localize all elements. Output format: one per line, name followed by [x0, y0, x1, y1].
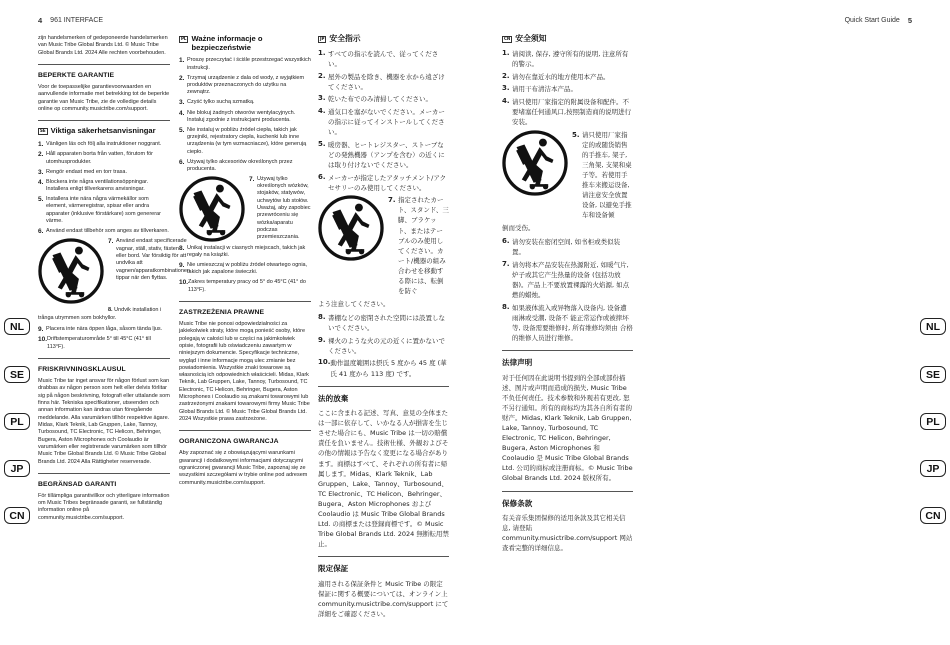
section-divider [38, 358, 170, 359]
se-safety-item [38, 169, 170, 177]
language-tab-nl-right: NL [920, 318, 946, 335]
item-text: 请勿在靠近水的地方使用本产品。 [512, 72, 610, 81]
item-text: Använd endast tillbehör som anges av tillverkaren. [46, 228, 169, 234]
cn-safety-list-cont [502, 237, 633, 343]
language-tab-cn-right: CN [920, 507, 946, 524]
jp-safety-item [318, 94, 449, 104]
left-page-header [38, 16, 103, 25]
right-page-title: Quick Start Guide [844, 17, 900, 24]
nl-warranty-title: BEPERKTE GARANTIE [38, 71, 115, 79]
item-text: Czyść tylko suchą szmatką. [187, 99, 255, 106]
item-number: 8. [502, 302, 510, 311]
item-text: 通気口を塞がないでください。メーカーの指示に従ってインストールしてください。 [328, 108, 445, 137]
cn-safety-item [502, 237, 633, 257]
item-text: 書棚などの密閉された空間には設置しないでください。 [328, 314, 445, 333]
nl-warranty-text: Voor de toepasselijke garantievoorwaarden en aanvullende informatie met betrekking tot de beperkte garantie van Music Tribe, zie de volledige details online op community.musictribe.com/support. [38, 83, 170, 112]
item-text: 请阅读, 保存, 遵守所有的说明, 注意所有的警示。 [512, 49, 629, 69]
jp-safety-title: 安全指示 [329, 34, 361, 43]
item-number: 6. [502, 237, 510, 246]
item-number: 2. [502, 71, 510, 80]
cn-legal-title: 法律声明 [502, 358, 533, 368]
pl-warranty-text: Aby zapoznać się z obowiązującymi warunkami gwarancji i dodatkowymi informacjami dotyczącymi ograniczonej gwarancji Music Tribe, zapoznaj się ze wszystkimi szczegółami w trybie online pod adresem community.musictribe.com/support. [179, 450, 308, 486]
item-number: 1. [318, 48, 326, 57]
column-pl [179, 35, 311, 491]
cn-item-5-cont: 倒而受伤。 [502, 224, 535, 233]
column-nl-se [38, 35, 191, 526]
item-text: Unikaj instalacji w ciasnych miejscach, takich jak regały na książki. [187, 244, 306, 259]
jp-safety-list-cont [318, 313, 449, 379]
item-text: Blockera inte några ventilationsöppningar. Installera enligt tillverkarens anvisningar. [46, 178, 149, 193]
pl-safety-item [179, 262, 311, 277]
section-divider [318, 386, 449, 387]
pl-safety-item [179, 279, 311, 294]
item-number: 7. [502, 260, 510, 269]
cart-warning-icon [179, 176, 245, 242]
se-safety-item [38, 228, 170, 236]
item-number: 5. [318, 139, 326, 148]
pl-safety-item [179, 57, 311, 72]
left-page-number: 4 [38, 16, 43, 25]
item-number: 2. [179, 74, 185, 82]
cn-flag-icon: CN [504, 36, 511, 41]
pl-safety-item [179, 245, 311, 260]
pl-safety-list-cont [179, 245, 311, 294]
se-safety-item [38, 141, 170, 149]
se-safety-heading [38, 127, 170, 136]
item-number: 1. [179, 57, 185, 65]
cn-safety-item [502, 303, 633, 343]
item-number: 5. [38, 196, 44, 204]
pl-warranty-title: OGRANICZONA GWARANCJA [179, 438, 279, 446]
column-jp [318, 35, 449, 623]
cn-legal-text: 对于任何因在此说明书提到的全部或部份描述、图片或声明而造成的损失, Music Tribe 不负任何责任。技术参数和外观若有更改, 恕不另行通知。所有的商标均为其各自所有者的财产。Midas, Klark Teknik, Lab Gruppen, Lake, Tannoy, Turbosound, TC Electronic, TC Helicon, Behringer, Bugera, Aston Microphones 和 Coolaudio 是 Music Tribe Global Brands Ltd. 公司的商标或注册商标。© Music Tribe Global Brands Ltd. 2024 版权所有。 [502, 373, 633, 483]
item-number: 4. [38, 178, 44, 186]
se-disclaimer-text: Music Tribe tar inget ansvar för någon förlust som kan drabbas av någon person som helt eller delvis förlitar sig på någon beskrivning, fotografi eller uttalande som finns här. Tekniska specifikationer, utseenden och annan information kan ändras utan föregående meddelande. Alla varumärken tillhör respektive ägare. Midas, Klark Teknik, Lab Gruppen, Lake, Tannoy, Turbosound, TC Electronic, TC Helicon, Behringer, Bugera, Aston Microphones och Coolaudio är varumärken eller registrerade varumärken som tillhör Music Tribe Global Brands Ltd. © Music Tribe Global Brands Ltd. 2024 Alla Rättigheter reserverade. [38, 378, 170, 465]
cn-safety-list [502, 49, 633, 127]
item-text: 请用干布清洁本产品。 [512, 85, 577, 94]
item-text: 请只使用厂家指定的附属设备和配件。不要堵塞任何通风口,按照制造商的说明进行安装。 [512, 97, 632, 127]
item-number: 2. [318, 71, 326, 80]
jp-safety-item [318, 336, 449, 356]
jp-legal-title: 法的放棄 [318, 393, 349, 403]
pl-safety-item [179, 75, 311, 97]
se-safety-item [38, 196, 170, 225]
item-text: 屋外の製品を除き、機器を水から遠ざけてください。 [328, 72, 445, 91]
item-text: Rengör endast med en torr trasa. [46, 168, 128, 175]
item-number: 3. [318, 94, 326, 103]
item-text: Placera inte nära öppen låga, såsom tända ljus. [46, 326, 163, 333]
cn-safety-item [502, 84, 633, 94]
pl-safety-item [179, 159, 311, 174]
pl-safety-item [179, 127, 311, 156]
item-number: 6. [318, 172, 326, 181]
jp-safety-item [318, 358, 449, 378]
se-item-7: 7. Använd endast specificerade vagnar, ställ, stativ, fästen eller bord. Var försiktig för att undvika att vagnen/apparatkombinationen tippar när den flyttas. [108, 238, 191, 281]
item-text: 暖房器、ヒートレジスター、ストーブなどの発熱機器（アンプを含む）の近くには取り付けないでください。 [328, 140, 445, 169]
jp-cart-block [318, 195, 449, 296]
jp-safety-item [318, 313, 449, 333]
cn-safety-item [502, 260, 633, 300]
pl-cart-block [179, 176, 311, 242]
cn-safety-heading [502, 35, 633, 44]
item-number: 9. [38, 326, 44, 334]
section-divider [502, 350, 633, 351]
jp-item-7: 7. 指定されたカート、スタンド、三脚、ブラケット、またはテーブルのみ使用してください。カート/機器の組み合わせを移動する際には、転倒を防ぐ [388, 196, 449, 295]
item-text: Driftstemperaturområde 5° till 45°C (41° till 113°F). [47, 336, 151, 350]
item-number: 10. [318, 358, 331, 367]
jp-safety-item [318, 107, 449, 137]
cart-warning-icon [318, 195, 384, 261]
item-number: 9. [318, 335, 326, 344]
item-number: 8. [318, 313, 326, 322]
left-page-title: 961 INTERFACE [50, 17, 104, 24]
pl-rights-title: ZASTRZEŻENIA PRAWNE [179, 308, 265, 316]
item-text: すべての指示を読んで、従ってください。 [328, 49, 439, 69]
cn-item-5: 5. 请只使用厂家指定的或随货销售的手推车, 架子, 三角架, 支架和桌子等。若使用手推车来搬运设备, 请注意安全放置设备, 以避免手推车和设备倾 [572, 130, 632, 220]
language-tab-jp-right: JP [920, 460, 946, 477]
jp-warranty-title: 限定保証 [318, 564, 349, 574]
cn-safety-item [502, 49, 633, 69]
se-item-8-line: 8. Undvik installation i [108, 307, 162, 314]
item-number: 4. [318, 107, 326, 116]
item-number: 8. [179, 244, 185, 252]
se-flag-icon: SE [40, 128, 46, 134]
se-disclaimer-title: FRISKRIVNINGSKLAUSUL [38, 366, 126, 374]
item-number: 2. [38, 151, 44, 159]
se-safety-list-cont [38, 326, 170, 351]
cn-warranty-title: 保修条款 [502, 498, 533, 508]
pl-safety-heading [179, 35, 311, 52]
jp-safety-item [318, 49, 449, 69]
item-text: Nie blokuj żadnych otworów wentylacyjnych. Instaluj zgodnie z instrukcjami producenta. [187, 109, 296, 123]
item-text: 请勿将本产品安装在热源附近, 如暖气片, 炉子或其它产生热量的设备 (包括功放器)。产品上不要放置裸露的火焰源, 如点燃的蜡烛。 [512, 261, 630, 300]
jp-safety-heading [318, 35, 449, 44]
pl-item-7: 7. Używaj tylko określonych wózków, stojaków, statywów, uchwytów lub stołów. Uważaj, aby zapobiec przewróceniu się wózka/aparatu podczas przemieszczania. [249, 175, 311, 241]
item-text: Vänligen läs och följ alla instruktioner noggrant. [46, 140, 162, 147]
section-divider [38, 64, 170, 65]
section-divider [318, 556, 449, 557]
item-number: 4. [502, 96, 510, 105]
jp-flag-icon: JP [320, 36, 325, 41]
item-text: Trzymaj urządzenie z dala od wody, z wyjątkiem produktów przeznaczonych do użytku na zewnątrz. [187, 74, 305, 96]
pl-rights-text: Music Tribe nie ponosi odpowiedzialności za jakiekolwiek straty, które mogą ponieść osoby, które polegają w całości lub w części na jakimkolwiek opisie, fotografii lub oświadczeniu zawartym w niniejszym dokumencie. Specyfikacje techniczne, wygląd i inne informacje mogą ulec zmianie bez powiadomienia. Wszystkie znaki towarowe są własnością ich odpowiednich właścicieli. Midas, Klark Teknik, Lab Gruppen, Lake, Tannoy, Turbosound, TC Electronic, TC Helicon, Behringer, Bugera, Aston Microphones i Coolaudio są znakami towarowymi lub zastrzeżonymi znakami towarowymi firmy Music Tribe Global Brands Ltd. © Music Tribe Global Brands Ltd. 2024 Wszystkie prawa zastrzeżone. [179, 320, 310, 423]
pl-safety-title: Ważne informacje o bezpieczeństwie [191, 34, 263, 52]
item-text: Nie umieszczaj w pobliżu źródeł otwartego ognia, takich jak zapalone świeczki. [187, 262, 308, 276]
section-divider [502, 491, 633, 492]
cart-warning-icon [38, 238, 104, 304]
jp-legal-text: ここに含まれる記述、写真、意見の全体または一部に依存して、いかなる人が損害を生じさせた場合にも、Music Tribe は一切の賠償責任を負いません。技術仕様、外観およびその他の情報は予告なく変更になる場合があります。商標はすべて、それぞれの所有者に帰属します。Midas、Klark Teknik、Lab Gruppen、Lake、Tannoy、Turbosound、TC Electronic、TC Helicon、Behringer、Bugera、Aston Microphones および Coolaudio は Music Tribe Global Brands Ltd. の商標または登録商標です。© Music Tribe Global Brands Ltd. 2024 無断転用禁止。 [318, 409, 449, 549]
item-number: 1. [502, 48, 510, 57]
item-text: Używaj tylko akcesoriów określonych przez producenta. [187, 158, 293, 172]
se-warranty-text: För tillämpliga garantivillkor och ytterligare information om Music Tribes begränsade garanti, se fullständig information online på community.musictribe.com/support. [38, 492, 170, 521]
se-warranty-title: BEGRÄNSAD GARANTI [38, 480, 117, 488]
right-page-header [845, 16, 912, 25]
se-item-8-cont: trånga utrymmen som bokhyllor. [38, 314, 117, 321]
cn-warranty-text: 有关音乐集团保修的适用条款及其它相关信息, 请登陆 community.musictribe.com/support 网站查看完整的详细信息。 [502, 514, 633, 553]
cn-safety-item [502, 97, 633, 127]
item-number: 6. [38, 228, 44, 235]
item-text: メーカーが指定したアタッチメント/アクセサリーのみ使用してください。 [328, 173, 447, 192]
item-text: 请勿安装在密闭空间, 如书柜或类似装置。 [512, 238, 621, 257]
se-safety-title: Viktiga säkerhetsanvisningar [50, 126, 156, 136]
jp-safety-item [318, 140, 449, 170]
item-number: 5. [179, 126, 185, 134]
jp-safety-list [318, 49, 449, 193]
pl-safety-item [179, 99, 311, 107]
cn-safety-item [502, 72, 633, 82]
item-text: Nie instaluj w pobliżu źródeł ciepła, takich jak grzejniki, rejestratory ciepła, kuchenki lub inne urządzenia (w tym wzmacniacze), które generują ciepło. [187, 126, 307, 155]
section-divider [179, 430, 311, 431]
item-number: 10. [38, 336, 48, 344]
column-cn [502, 35, 633, 557]
item-number: 4. [179, 109, 185, 117]
item-text: Håll apparaten borta från vatten, förutom för utomhusprodukter. [46, 151, 154, 165]
item-number: 1. [38, 140, 44, 148]
item-number: 6. [179, 158, 185, 166]
pl-flag-icon: PL [181, 36, 187, 41]
language-tab-cn-left: CN [4, 507, 30, 524]
item-number: 10. [179, 279, 189, 287]
item-number: 3. [179, 99, 185, 107]
se-safety-item [38, 326, 170, 334]
se-safety-item [38, 179, 170, 194]
item-text: Zakres temperatury pracy od 5° do 45°C (41° do 113°F). [188, 279, 306, 293]
item-text: 如果液体流入或异物落入设备内, 设备遭雨淋或受潮, 设备不 能正常运作或被摔坏等, 设备需要维修时, 所有维修均须由 合格的维修人员进行维修。 [512, 303, 633, 343]
se-safety-item [38, 336, 170, 351]
right-page-number: 5 [907, 16, 912, 25]
item-text: 動作温度範囲は摂氏 5 度から 45 度 (華氏 41 度から 113 度) です。 [330, 359, 447, 378]
jp-warranty-text: 適用される保証条件と Music Tribe の限定保証に関する概要については、オンライン上 community.musictribe.com/support にて詳細をご確認ください。 [318, 579, 449, 618]
jp-safety-item [318, 173, 449, 193]
language-tab-nl-left: NL [4, 318, 30, 335]
item-number: 3. [38, 168, 44, 176]
se-safety-item [38, 151, 170, 166]
section-divider [38, 120, 170, 121]
section-divider [38, 473, 170, 474]
item-number: 9. [179, 262, 185, 270]
jp-safety-item [318, 72, 449, 92]
item-text: 乾いた布でのみ清掃してください。 [328, 95, 432, 104]
item-text: Proszę przeczytać i ściśle przestrzegać wszystkich instrukcji. [187, 57, 311, 71]
jp-item-7-cont: よう注意してください。 [318, 299, 390, 308]
item-text: 裸火のような火の元の近くに置かないでください。 [328, 336, 445, 355]
nl-trademark-text: zijn handelsmerken of gedeponeerde handelsmerken van Music Tribe Global Brands Ltd. © Music Tribe Global Brands Ltd. 2024 Alle rechten voorbehouden. [38, 35, 168, 56]
se-safety-list [38, 141, 170, 236]
language-tab-se-left: SE [4, 366, 30, 383]
pl-safety-item [179, 110, 311, 125]
cn-cart-block [502, 130, 633, 221]
section-divider [179, 301, 311, 302]
item-number: 3. [502, 84, 510, 93]
language-tab-jp-left: JP [4, 460, 30, 477]
pl-safety-list [179, 57, 311, 173]
language-tab-se-right: SE [920, 366, 946, 383]
item-text: Installera inte nära några värmekällor som element, värmeregistrar, spisar eller andra apparater (inklusive förstärkare) som genererar värme. [46, 196, 161, 225]
cart-warning-icon [502, 130, 568, 196]
cn-safety-title: 安全须知 [515, 34, 547, 43]
language-tab-pl-right: PL [920, 413, 946, 430]
language-tab-pl-left: PL [4, 413, 30, 430]
